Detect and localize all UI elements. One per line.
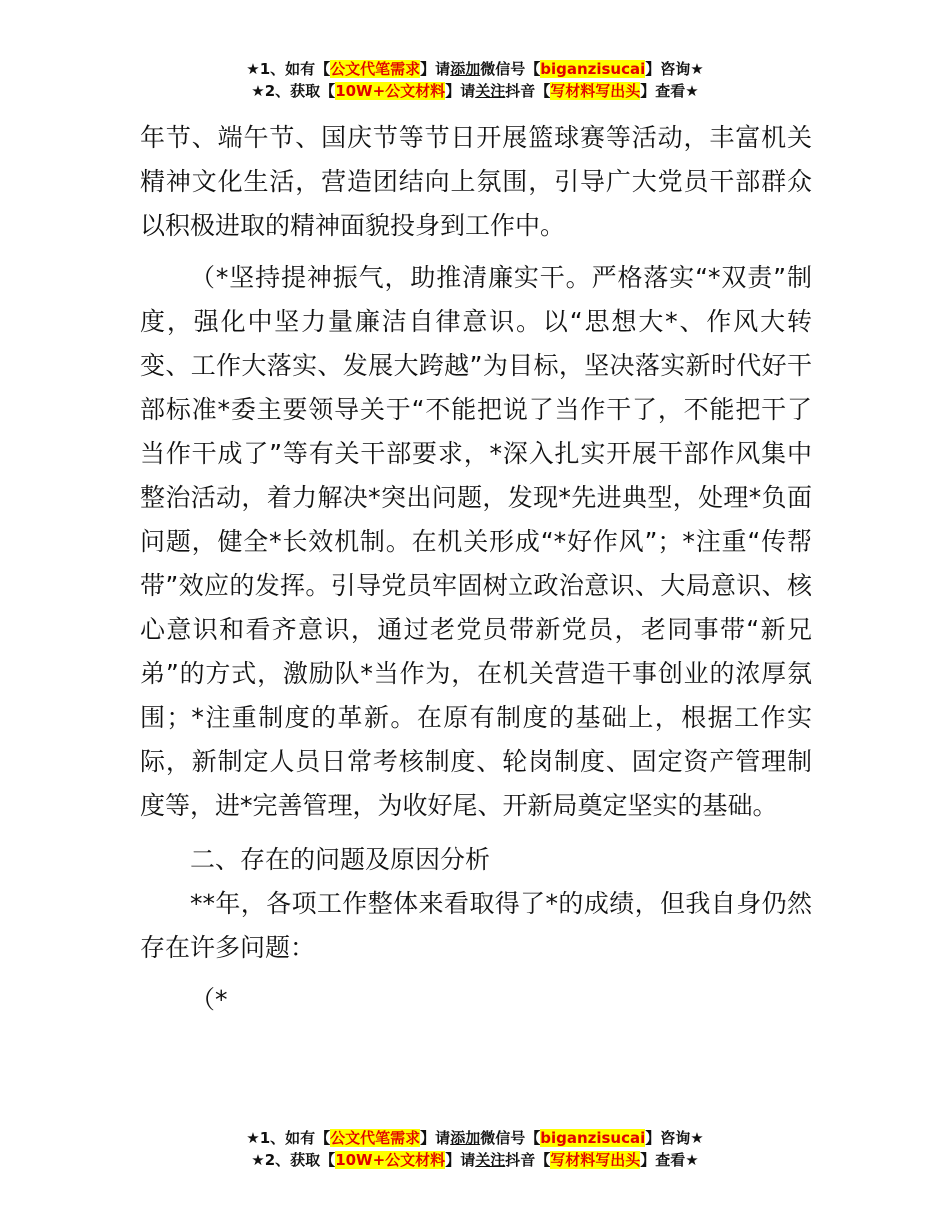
banner-line-1 <box>0 58 950 80</box>
banner-text: ★1、如有【 <box>246 1129 331 1147</box>
banner-highlight: 写材料写出头 <box>550 82 641 100</box>
banner-text: 】查看★ <box>640 1151 699 1169</box>
paragraph-fragment: （* <box>190 985 228 1014</box>
banner-text: 】咨询★ <box>645 1129 704 1147</box>
banner-highlight: biganzisucai <box>540 60 646 78</box>
banner-highlight: 写材料写出头 <box>550 1151 641 1169</box>
section-heading: 二、存在的问题及原因分析 <box>190 845 491 874</box>
banner-text: 】请 <box>445 1151 476 1169</box>
paragraph-problems-intro: **年，各项工作整体来看取得了*的成绩，但我自身仍然存在许多问题： <box>140 889 812 962</box>
banner-line-2 <box>0 80 950 102</box>
banner-text: 】咨询★ <box>645 60 704 78</box>
paragraph-continuation: 年节、端午节、国庆节等节日开展篮球赛等活动，丰富机关精神文化生活，营造团结向上氛围，引导广大党员干部群众以积极进取的精神面貌投身到工作中。 <box>140 123 812 240</box>
banner-text: 】查看★ <box>640 82 699 100</box>
banner-highlight: biganzisucai <box>540 1129 646 1147</box>
document-body <box>140 116 812 1022</box>
banner-text: ★2、获取【 <box>251 1151 336 1169</box>
banner-text: 微信号【 <box>480 60 541 78</box>
banner-text: ★2、获取【 <box>251 82 336 100</box>
banner-text: 】请 <box>420 60 451 78</box>
banner-highlight: 公文代笔需求 <box>330 60 421 78</box>
banner-text: 】请 <box>420 1129 451 1147</box>
banner-emphasis: 添加 <box>450 60 481 78</box>
banner-line-1 <box>0 1127 950 1149</box>
banner-text: ★1、如有【 <box>246 60 331 78</box>
banner-emphasis: 关注 <box>475 82 506 100</box>
banner-highlight: 10W+公文材料 <box>335 1151 446 1169</box>
banner-emphasis: 关注 <box>475 1151 506 1169</box>
banner-text: 微信号【 <box>480 1129 541 1147</box>
paragraph-integrity: （*坚持提神振气，助推清廉实干。严格落实“*双责”制度，强化中坚力量廉洁自律意识。以“思想大*、作风大转变、工作大落实、发展大跨越”为目标，坚决落实新时代好干部标准*委主要领导关于“不能把说了当作干了，不能把干了当作干成了”等有关干部要求，*深入扎实开展干部作风集中整治活动，着力解决*突出问题，发现*先进典型，处理*负面问题，健全*长效机制。在机关形成“*好作风”；*注重“传帮带”效应的发挥。引导党员牢固树立政治意识、大局意识、核心意识和看齐意识，通过老党员带新党员，老同事带“新兄弟”的方式，激励队*当作为，在机关营造干事创业的浓厚氛围；*注重制度的革新。在原有制度的基础上，根据工作实际，新制定人员日常考核制度、轮岗制度、固定资产管理制度等，进*完善管理，为收好尾、开新局奠定坚实的基础。 <box>140 263 812 820</box>
banner-text: 抖音【 <box>505 82 551 100</box>
header-banner <box>0 58 950 102</box>
banner-text: 抖音【 <box>505 1151 551 1169</box>
banner-highlight: 公文代笔需求 <box>330 1129 421 1147</box>
banner-text: 】请 <box>445 82 476 100</box>
banner-line-2 <box>0 1149 950 1171</box>
banner-highlight: 10W+公文材料 <box>335 82 446 100</box>
banner-emphasis: 添加 <box>450 1129 481 1147</box>
footer-banner <box>0 1127 950 1171</box>
